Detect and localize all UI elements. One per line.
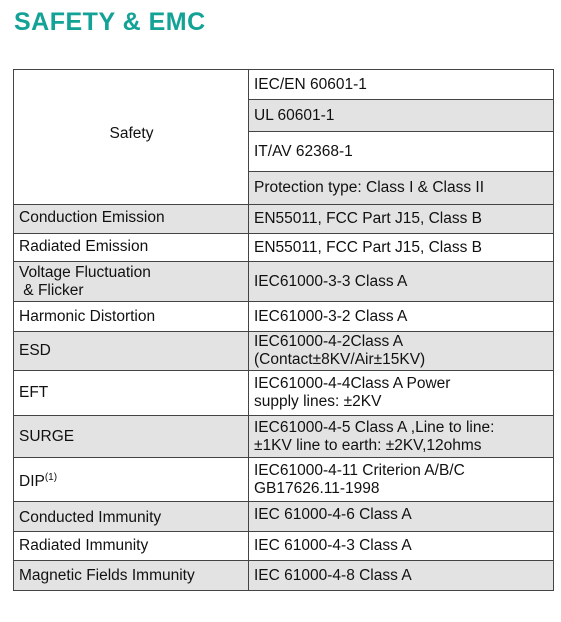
safety-standard: IEC/EN 60601-1 <box>249 70 554 100</box>
row-value-line: IEC61000-4-4Class A Power <box>254 375 451 392</box>
row-label: Conduction Emission <box>14 205 249 234</box>
table-row <box>14 502 554 532</box>
row-value: IEC61000-3-2 Class A <box>249 302 554 332</box>
row-value-line: IEC61000-4-2Class A <box>254 333 404 350</box>
row-value <box>249 371 554 416</box>
row-value <box>249 416 554 458</box>
table-row <box>14 371 554 416</box>
safety-standard: IT/AV 62368-1 <box>249 132 554 172</box>
row-label: Harmonic Distortion <box>14 302 249 332</box>
row-value-line: GB17626.11-1998 <box>254 479 380 497</box>
row-label-line: & Flicker <box>19 281 84 299</box>
table-row <box>14 205 554 234</box>
row-label: ESD <box>14 332 249 371</box>
table-row <box>14 561 554 591</box>
table-row <box>14 416 554 458</box>
row-value <box>249 458 554 502</box>
row-value-line: (Contact±8KV/Air±15KV) <box>254 351 426 368</box>
table-row <box>14 332 554 371</box>
row-value-line: supply lines: ±2KV <box>254 393 382 410</box>
safety-standard: UL 60601-1 <box>249 100 554 132</box>
row-value-line: IEC61000-4-11 Criterion A/B/C <box>254 461 465 479</box>
row-value: IEC61000-3-3 Class A <box>249 262 554 302</box>
row-label-line: Voltage Fluctuation <box>19 263 151 281</box>
row-label: Radiated Immunity <box>14 532 249 561</box>
row-value: EN55011, FCC Part J15, Class B <box>249 234 554 262</box>
row-value: IEC 61000-4-8 Class A <box>249 561 554 591</box>
row-value: IEC 61000-4-6 Class A <box>249 502 554 532</box>
safety-label: Safety <box>14 70 249 205</box>
row-label <box>14 458 249 502</box>
row-label: SURGE <box>14 416 249 458</box>
footnote-marker: (1) <box>44 471 58 483</box>
row-value-line: IEC61000-4-5 Class A ,Line to line: <box>254 418 495 436</box>
safety-standard: Protection type: Class I & Class II <box>249 172 554 205</box>
table-row <box>14 70 554 100</box>
row-value: IEC 61000-4-3 Class A <box>249 532 554 561</box>
table-row <box>14 458 554 502</box>
row-value <box>249 332 554 371</box>
safety-emc-table <box>13 69 554 591</box>
row-label <box>14 262 249 302</box>
row-label: Magnetic Fields Immunity <box>14 561 249 591</box>
section-title: SAFETY & EMC <box>14 8 206 36</box>
row-label: EFT <box>14 371 249 416</box>
table-row <box>14 262 554 302</box>
table-row <box>14 234 554 262</box>
row-label: Radiated Emission <box>14 234 249 262</box>
row-value-line: ±1KV line to earth: ±2KV,12ohms <box>254 436 482 454</box>
dip-label: DIP <box>19 473 45 490</box>
table-row <box>14 532 554 561</box>
table-row <box>14 302 554 332</box>
row-value: EN55011, FCC Part J15, Class B <box>249 205 554 234</box>
row-label: Conducted Immunity <box>14 502 249 532</box>
